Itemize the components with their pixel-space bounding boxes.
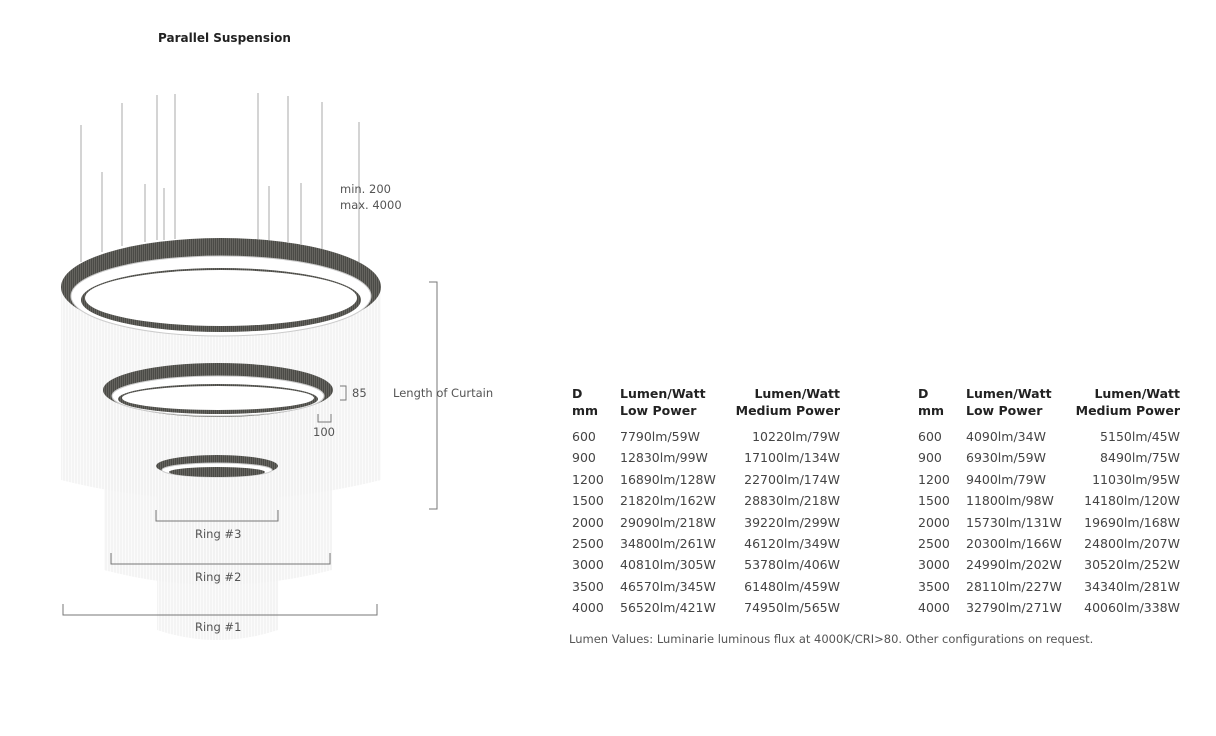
table-cell: 22700lm/174W (744, 471, 840, 487)
column-header-line: Medium Power (735, 403, 840, 418)
column-header-line: Lumen/Watt (1094, 386, 1180, 401)
table-header (918, 385, 1180, 429)
table-cell: 19690lm/168W (1084, 514, 1180, 530)
ring-2-shape (103, 363, 333, 417)
suspension-length-label (340, 181, 402, 213)
table-cell: 40060lm/338W (1084, 600, 1180, 616)
table-header (572, 385, 840, 429)
table-cell: 17100lm/134W (744, 450, 840, 466)
column-header-line: mm (572, 403, 599, 418)
column-header (620, 385, 706, 419)
column-header (918, 385, 944, 419)
table-cell: 46120lm/349W (744, 535, 840, 551)
table-cell: 53780lm/406W (744, 557, 840, 573)
suspension-wires (81, 93, 359, 262)
table-cell: 74950lm/565W (744, 600, 840, 616)
table-cell: 12830lm/99W (620, 450, 708, 466)
table-cell: 2500 (572, 535, 604, 551)
table-cell: 20300lm/166W (966, 535, 1062, 551)
table-cell: 56520lm/421W (620, 600, 716, 616)
table-cell: 1500 (918, 493, 950, 509)
table-cell: 30520lm/252W (1084, 557, 1180, 573)
footnote: Lumen Values: Luminarie luminous flux at 4000K/CRI>80. Other configurations on request. (569, 632, 1094, 646)
table-cell: 32790lm/271W (966, 600, 1062, 616)
table-row (572, 579, 840, 600)
table-cell: 11030lm/95W (1092, 471, 1180, 487)
table-cell: 28830lm/218W (744, 493, 840, 509)
table-cell: 2000 (572, 514, 604, 530)
table-row (918, 557, 1180, 578)
column-header-line: Low Power (620, 403, 697, 418)
table-cell: 3000 (572, 557, 604, 573)
ring-1-label: Ring #1 (195, 620, 242, 634)
width-dim-label: 100 (313, 425, 335, 439)
height-dim-label: 85 (352, 386, 367, 400)
table-cell: 11800lm/98W (966, 493, 1054, 509)
table-cell: 900 (572, 450, 596, 466)
table-cell: 2000 (918, 514, 950, 530)
column-header-line: D (572, 386, 583, 401)
table-row (572, 600, 840, 621)
table-cell: 3500 (918, 578, 950, 594)
column-header (966, 385, 1052, 419)
table-cell: 14180lm/120W (1084, 493, 1180, 509)
table-row (572, 557, 840, 578)
table-cell: 29090lm/218W (620, 514, 716, 530)
table-cell: 34340lm/281W (1084, 578, 1180, 594)
table-cell: 1200 (572, 471, 604, 487)
table-row (918, 536, 1180, 557)
max-length: max. 4000 (340, 198, 402, 212)
column-header-line: mm (918, 403, 945, 418)
table-cell: 40810lm/305W (620, 557, 716, 573)
table-cell: 15730lm/131W (966, 514, 1062, 530)
ring-3-label: Ring #3 (195, 527, 242, 541)
table-cell: 3000 (918, 557, 950, 573)
table-cell: 1200 (918, 471, 950, 487)
table-cell: 24990lm/202W (966, 557, 1062, 573)
table-row (572, 472, 840, 493)
table-row (572, 515, 840, 536)
table-cell: 39220lm/299W (744, 514, 840, 530)
table-cell: 21820lm/162W (620, 493, 716, 509)
table-cell: 600 (572, 429, 596, 444)
table-cell: 4090lm/34W (966, 429, 1046, 444)
table-cell: 16890lm/128W (620, 471, 716, 487)
table-row (918, 493, 1180, 514)
lumen-table-1 (572, 385, 840, 622)
table-cell: 61480lm/459W (744, 578, 840, 594)
table-row (572, 450, 840, 471)
column-header-line: D (918, 386, 929, 401)
table-row (572, 493, 840, 514)
table-cell: 34800lm/261W (620, 535, 716, 551)
table-cell: 3500 (572, 578, 604, 594)
table-cell: 5150lm/45W (1100, 429, 1180, 444)
table-cell: 24800lm/207W (1084, 535, 1180, 551)
table-row (918, 429, 1180, 450)
table-cell: 46570lm/345W (620, 578, 716, 594)
table-row (918, 579, 1180, 600)
page-title: Parallel Suspension (158, 31, 291, 45)
lumen-table-2 (918, 385, 1180, 622)
table-cell: 1500 (572, 493, 604, 509)
column-header (572, 385, 598, 419)
ring-2-label: Ring #2 (195, 570, 242, 584)
table-row (918, 515, 1180, 536)
table-cell: 9400lm/79W (966, 471, 1046, 487)
table-row (918, 472, 1180, 493)
table-cell: 10220lm/79W (752, 429, 840, 444)
table-cell: 600 (918, 429, 942, 444)
table-cell: 900 (918, 450, 942, 466)
column-header (1076, 385, 1180, 419)
min-length: min. 200 (340, 182, 391, 196)
table-row (918, 600, 1180, 621)
column-header-line: Low Power (966, 403, 1043, 418)
curtain-length-label: Length of Curtain (393, 386, 494, 400)
table-row (918, 450, 1180, 471)
ring-1-shape (61, 238, 381, 336)
table-cell: 4000 (918, 600, 950, 616)
table-cell: 4000 (572, 600, 604, 616)
table-cell: 28110lm/227W (966, 578, 1062, 594)
ring-3-shape (156, 455, 278, 477)
table-cell: 8490lm/75W (1100, 450, 1180, 466)
table-row (572, 536, 840, 557)
table-row (572, 429, 840, 450)
column-header-line: Lumen/Watt (754, 386, 840, 401)
column-header (736, 385, 840, 419)
column-header-line: Lumen/Watt (620, 386, 706, 401)
column-header-line: Lumen/Watt (966, 386, 1052, 401)
column-header-line: Medium Power (1075, 403, 1180, 418)
table-cell: 6930lm/59W (966, 450, 1046, 466)
table-cell: 2500 (918, 535, 950, 551)
table-cell: 7790lm/59W (620, 429, 700, 444)
